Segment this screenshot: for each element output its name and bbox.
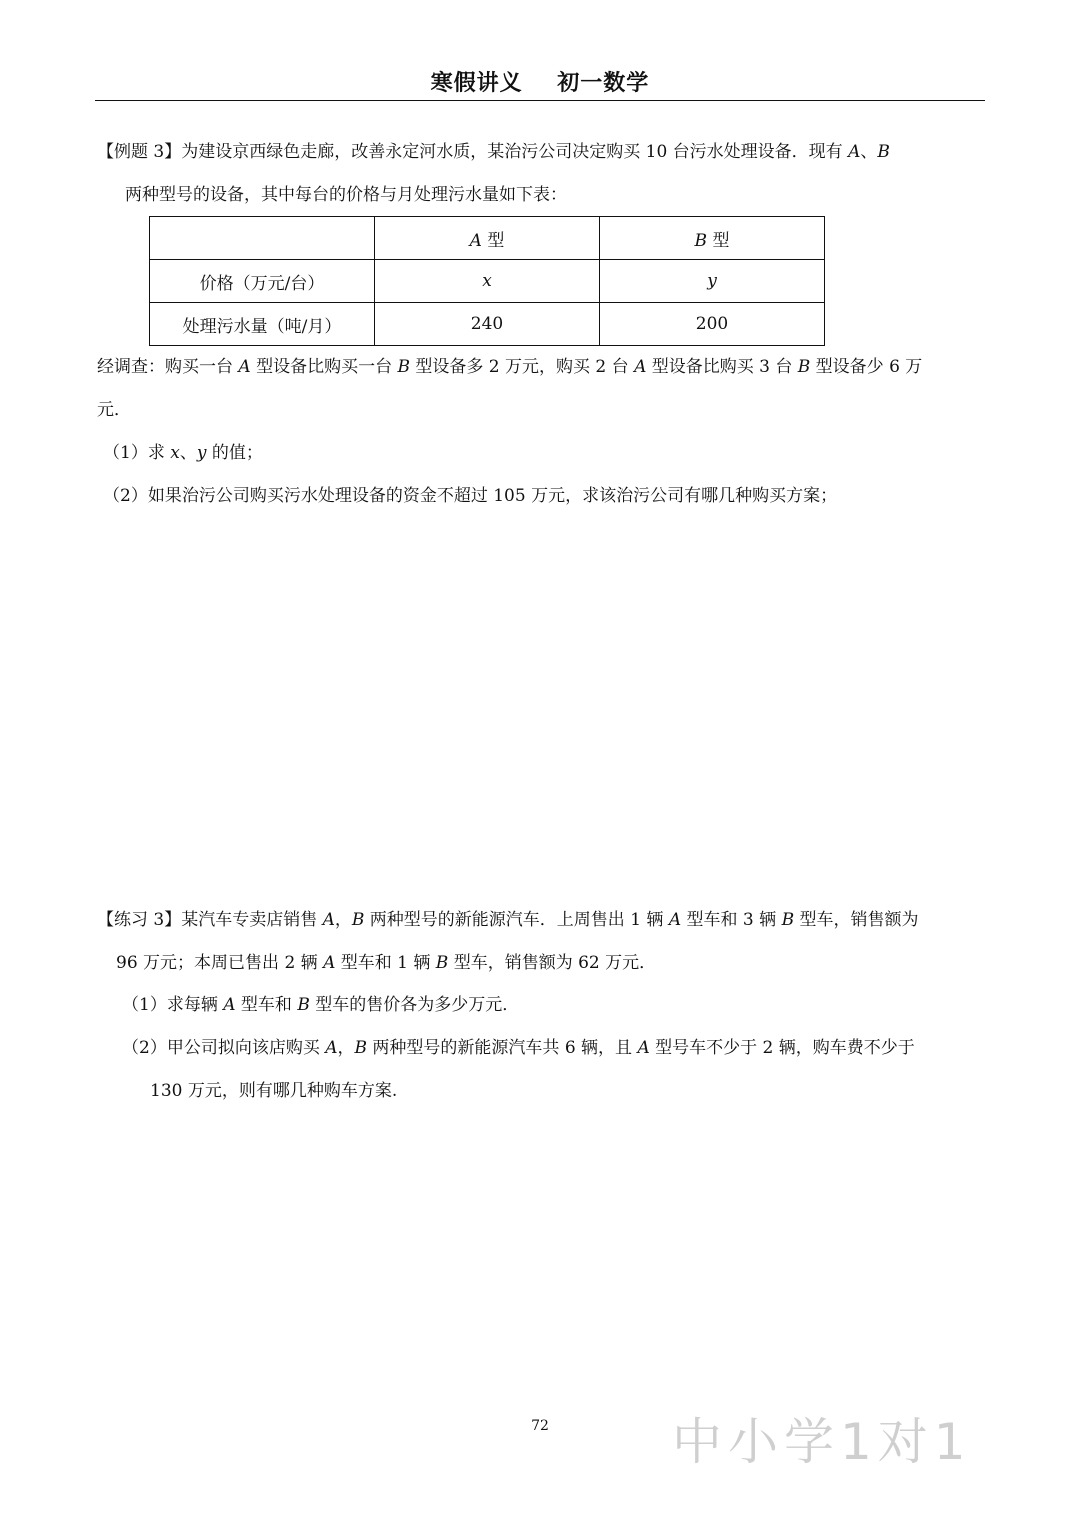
ex-text: 型车和 <box>235 995 298 1015</box>
row-value-b <box>600 260 825 303</box>
var-b: B <box>354 1038 368 1058</box>
exercise3-question2-continuation: 130 万元，则有哪几种购车方案. <box>150 1081 398 1101</box>
ex-text: 96 万元；本周已售出 2 辆 <box>116 953 324 973</box>
var-a: A <box>848 142 861 162</box>
ex-text: 两种型号的新能源汽车共 6 辆，且 <box>367 1038 638 1058</box>
var-b: B <box>397 357 410 377</box>
survey-text: 型设备比购买一台 <box>250 357 398 377</box>
survey-text: 型设备多 2 万元，购买 2 台 <box>410 357 635 377</box>
survey-text: 型设备比购买 3 台 <box>646 357 798 377</box>
var-x: x <box>482 271 492 291</box>
ex-text: ， <box>337 1038 355 1058</box>
example3-line2: 两种型号的设备，其中每台的价格与月处理污水量如下表： <box>125 185 567 205</box>
example3-line1 <box>97 141 890 163</box>
ex-text: 两种型号的新能源汽车．上周售出 1 辆 <box>364 910 669 930</box>
header-b-text: 型 <box>707 230 730 251</box>
var-b: B <box>297 995 310 1015</box>
exercise3-question1 <box>122 994 519 1016</box>
table-row <box>150 260 825 303</box>
ex-text: 型车，销售额为 62 万元． <box>448 953 657 973</box>
exercise3-line2 <box>116 952 656 974</box>
page-number: 72 <box>531 1418 549 1434</box>
var-y: y <box>196 443 207 463</box>
var-a: A <box>325 1038 338 1058</box>
var-a: A <box>223 995 236 1015</box>
var-a: A <box>322 910 335 930</box>
var-b: B <box>435 953 449 973</box>
survey-continuation: 元． <box>97 400 131 420</box>
table-header-a <box>375 217 600 260</box>
sep: 、 <box>860 142 878 162</box>
table-row <box>150 303 825 346</box>
ex-text: 型车和 1 辆 <box>335 953 436 973</box>
ex-text: 型号车不少于 2 辆，购车费不少于 <box>649 1038 915 1058</box>
watermark: 中小学1对1 <box>672 1413 972 1471</box>
ex-text: （1）求每辆 <box>122 995 224 1015</box>
var-a: A <box>323 953 336 973</box>
survey-text: 型设备少 6 万 <box>810 357 923 377</box>
row-value-b: 200 <box>600 303 825 346</box>
var-y: y <box>707 271 717 291</box>
ex-text: 型车，销售额为 <box>794 910 919 930</box>
var-b: B <box>797 357 811 377</box>
header-a-text: 型 <box>481 230 505 251</box>
row-value-a <box>375 260 600 303</box>
var-b: B <box>694 230 708 251</box>
ex-text: 【练习 3】某汽车专卖店销售 <box>97 910 323 930</box>
example3-line1-text: 【例题 3】为建设京西绿色走廊，改善永定河水质，某治污公司决定购买 10 台污水处理设备．现有 <box>97 142 849 162</box>
var-a: A <box>469 230 482 251</box>
var-b: B <box>351 910 365 930</box>
row-label: 价格（万元/台） <box>150 260 375 303</box>
row-value-a: 240 <box>375 303 600 346</box>
survey-text: 经调查：购买一台 <box>97 357 239 377</box>
row-label: 处理污水量（吨/月） <box>150 303 375 346</box>
var-a: A <box>668 910 682 930</box>
table-corner-cell <box>150 217 375 260</box>
header-divider <box>95 100 985 101</box>
q1-text: 、 <box>179 443 197 463</box>
ex-text: ， <box>334 910 352 930</box>
var-x: x <box>170 443 180 463</box>
equipment-table <box>149 216 825 346</box>
var-a: A <box>634 357 647 377</box>
var-a: A <box>238 357 251 377</box>
table-header-b <box>600 217 825 260</box>
ex-text: （2）甲公司拟向该店购买 <box>122 1038 326 1058</box>
q1-text: 的值； <box>206 443 263 463</box>
survey-line <box>97 356 922 378</box>
exercise3-line1 <box>97 909 918 931</box>
exercise3-question2 <box>122 1037 915 1059</box>
ex-text: 型车和 3 辆 <box>681 910 782 930</box>
var-b: B <box>877 142 890 162</box>
q1-text: （1）求 <box>103 443 171 463</box>
var-a: A <box>637 1038 650 1058</box>
ex-text: 型车的售价各为多少万元． <box>309 995 520 1015</box>
example3-question2: （2）如果治污公司购买污水处理设备的资金不超过 105 万元，求该治污公司有哪几种购买方案； <box>103 486 838 506</box>
example3-question1 <box>103 442 263 464</box>
header-title: 寒假讲义 初一数学 <box>430 71 650 96</box>
var-b: B <box>781 910 795 930</box>
table-header-row <box>150 217 825 260</box>
